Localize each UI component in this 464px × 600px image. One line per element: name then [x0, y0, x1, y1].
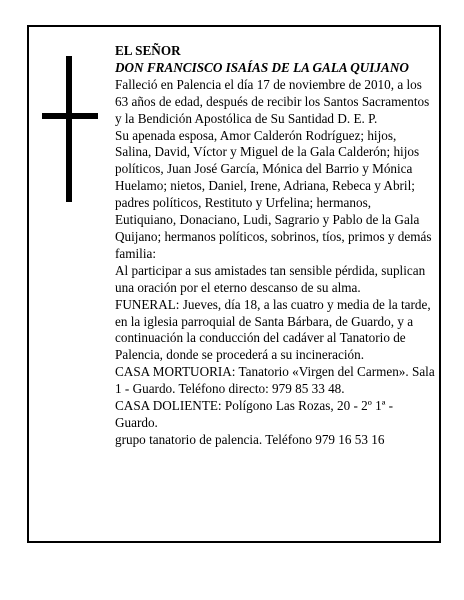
notice-body [115, 43, 435, 449]
casa-mortuoria: CASA MORTUORIA: Tanatorio «Virgen del Carmen». Sala 1 - Guardo. Teléfono directo: 979 85 33 48. [115, 364, 435, 397]
prayer-request: Al participar a sus amistades tan sensible pérdida, suplican una oración por el eterno descanso de su alma. [115, 262, 426, 295]
family-list: Su apenada esposa, Amor Calderón Rodríguez; hijos, Salina, David, Víctor y Miguel de la Gala Calderón; hijos políticos, Juan José García, Mónica del Barrio y Mónica Huelamo; nietos, Daniel, Irene, Adriana, Rebeca y Abril; padres políticos, Restituto y Urfelina; hermanos, Eutiquiano, Donaciano, Ludi, Sagrario y Pablo de la Gala Quijano; hermanos políticos, sobrinos, tíos, primos y demás familia: [115, 127, 432, 261]
funeral-details: FUNERAL: Jueves, día 18, a las cuatro y media de la tarde, en la iglesia parroquial de Santa Bárbara, de Guardo, y a continuación la conducción del cadáver al Tanatorio de Palencia, donde se procederá a su incineración. [115, 296, 431, 363]
cross-icon [42, 56, 98, 202]
notice-title: EL SEÑOR [115, 43, 181, 58]
obituary-notice [27, 25, 441, 543]
deceased-name: DON FRANCISCO ISAÍAS DE LA GALA QUIJANO [115, 59, 409, 75]
cross-horizontal-bar [42, 113, 98, 119]
cross-vertical-bar [66, 56, 72, 202]
death-announcement: Falleció en Palencia el día 17 de noviembre de 2010, a los 63 años de edad, después de recibir los Santos Sacramentos y la Bendición Apostólica de Su Santidad D. E. P. [115, 76, 430, 126]
funeral-home-contact: grupo tanatorio de palencia. Teléfono 979 16 53 16 [115, 431, 385, 447]
casa-doliente: CASA DOLIENTE: Polígono Las Rozas, 20 - 2º 1ª - Guardo. [115, 398, 394, 430]
